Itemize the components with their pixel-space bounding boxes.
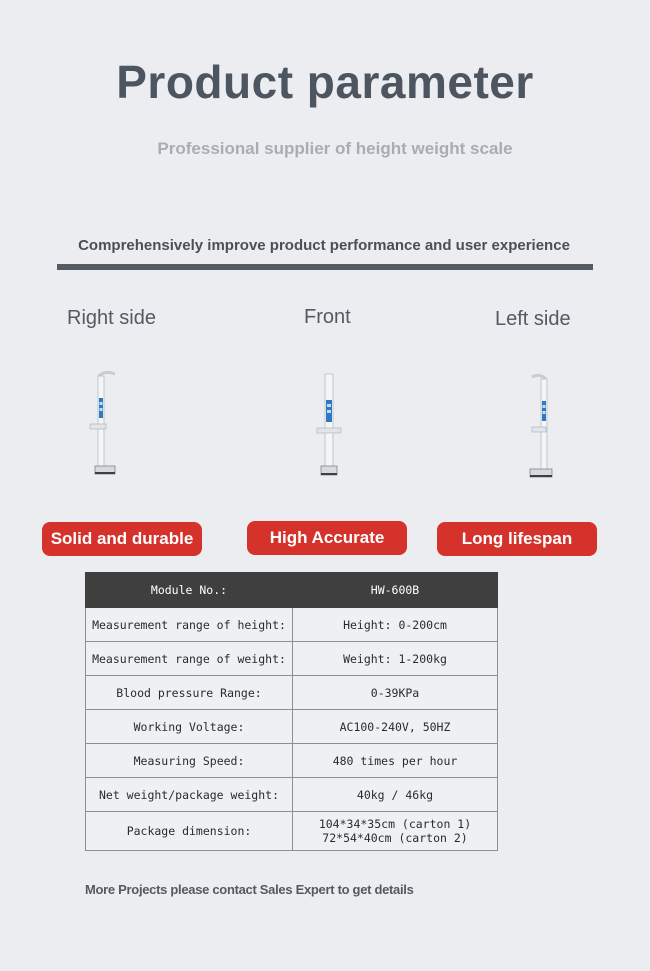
table-cell-value-line: 104*34*35cm (carton 1) <box>318 817 472 831</box>
table-row <box>86 710 498 744</box>
table-row <box>86 812 498 851</box>
table-cell-value <box>293 812 498 851</box>
table-cell-value-line: 72*54*40cm (carton 2) <box>322 831 468 845</box>
table-row <box>86 778 498 812</box>
table-cell-value: Weight: 1-200kg <box>293 642 498 676</box>
table-cell-value: 480 times per hour <box>293 744 498 778</box>
view-label-left-side: Left side <box>495 308 571 330</box>
table-cell-value: Height: 0-200cm <box>293 608 498 642</box>
table-row <box>86 642 498 676</box>
table-cell-key: Measurement range of weight: <box>86 642 293 676</box>
page-title: Product parameter <box>116 56 534 108</box>
feature-badge-lifespan: Long lifespan <box>437 522 597 556</box>
footer-contact-text: More Projects please contact Sales Expert to get details <box>85 882 414 897</box>
table-header-row <box>86 573 498 608</box>
table-cell-key: Working Voltage: <box>86 710 293 744</box>
view-label-right-side: Right side <box>67 307 156 329</box>
table-cell-value: 40kg / 46kg <box>293 778 498 812</box>
table-cell-key: Net weight/package weight: <box>86 778 293 812</box>
page-subtitle: Professional supplier of height weight scale <box>157 139 513 158</box>
table-header-value: HW-600B <box>293 573 498 608</box>
view-label-front: Front <box>304 306 351 328</box>
product-image-left-side <box>522 373 562 485</box>
section-divider <box>57 264 593 270</box>
product-image-front <box>309 370 349 482</box>
table-row <box>86 676 498 710</box>
table-header-key: Module No.: <box>86 573 293 608</box>
feature-badge-accurate: High Accurate <box>247 521 407 555</box>
table-cell-key: Measurement range of height: <box>86 608 293 642</box>
product-image-right-side <box>85 370 125 482</box>
feature-badge-durable: Solid and durable <box>42 522 202 556</box>
table-row <box>86 608 498 642</box>
tagline: Comprehensively improve product performance and user experience <box>78 237 570 254</box>
spec-table <box>85 572 498 851</box>
table-cell-key: Measuring Speed: <box>86 744 293 778</box>
table-cell-value: 0-39KPa <box>293 676 498 710</box>
table-cell-key: Blood pressure Range: <box>86 676 293 710</box>
table-row <box>86 744 498 778</box>
table-cell-key: Package dimension: <box>86 812 293 851</box>
table-cell-value: AC100-240V, 50HZ <box>293 710 498 744</box>
